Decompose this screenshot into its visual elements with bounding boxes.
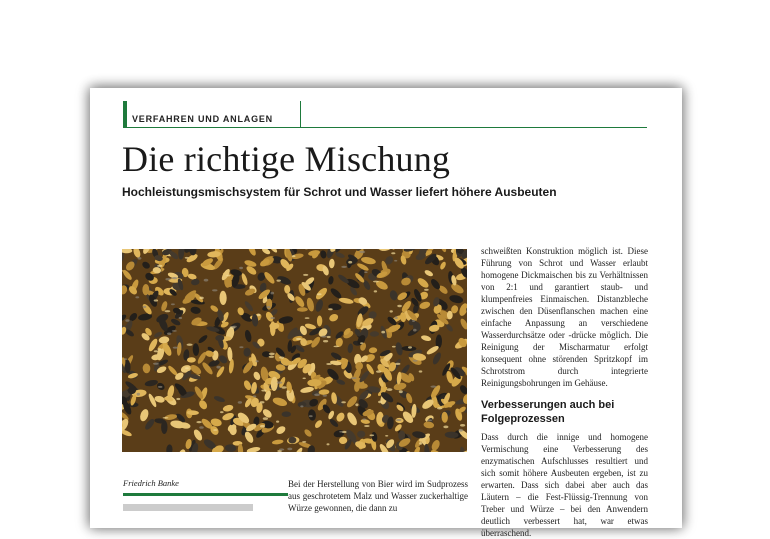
section-kicker: VERFAHREN UND ANLAGEN	[132, 114, 273, 124]
kicker-separator	[300, 101, 301, 128]
article-subtitle: Hochleistungsmischsystem für Schrot und Wasser liefert höhere Ausbeuten	[122, 185, 557, 199]
article-column-intro	[288, 478, 468, 514]
article-column-right	[481, 245, 648, 539]
author-byline: Friedrich Banke	[123, 478, 179, 488]
kicker-accent-bar	[123, 101, 127, 128]
article-title: Die richtige Mischung	[122, 139, 451, 179]
paragraph: Bei der Herstellung von Bier wird im Sudprozess aus geschrotetem Malz und Wasser zuckerhaltige Würze gewonnen, die dann zu	[288, 479, 468, 513]
malt-grain-photo	[122, 249, 467, 452]
author-rule	[123, 493, 288, 496]
paragraph: schweißten Konstruktion möglich ist. Diese Führung von Schrot und Wasser erlaubt homogene Dickmaischen bis zu Verhältnissen von 2:1 und garantiert staub- und klumpenfreies Einmaischen. Distanzbleche zwischen den Düsenflanschen machen eine einfache Anpassung an verschiedene Wasserdurchsätze oder -drücke möglich. Die Reinigung der Mischarmatur erfolgt konsequent ohne störenden Spritzkopf im Schrotstrom durch integrierte Reinigungsbohrungen im Gehäuse.	[481, 246, 648, 388]
section-subheading: Verbesserungen auch bei Folgeprozessen	[481, 399, 615, 425]
kicker-rule	[123, 127, 647, 128]
magazine-page	[90, 88, 682, 538]
paragraph: Dass durch die innige und homogene Vermischung eine Verbesserung des enzymatischen Aufschlusses resultiert und sich somit höhere Ausbeuten ergeben, ist zu erwarten. Dass sich dabei aber auch das Läutern – die Fest-Flüssig-Trennung von Treber und Würze – bei den Anwendern deutlich verbessert hat, war etwas überraschend.	[481, 432, 648, 538]
